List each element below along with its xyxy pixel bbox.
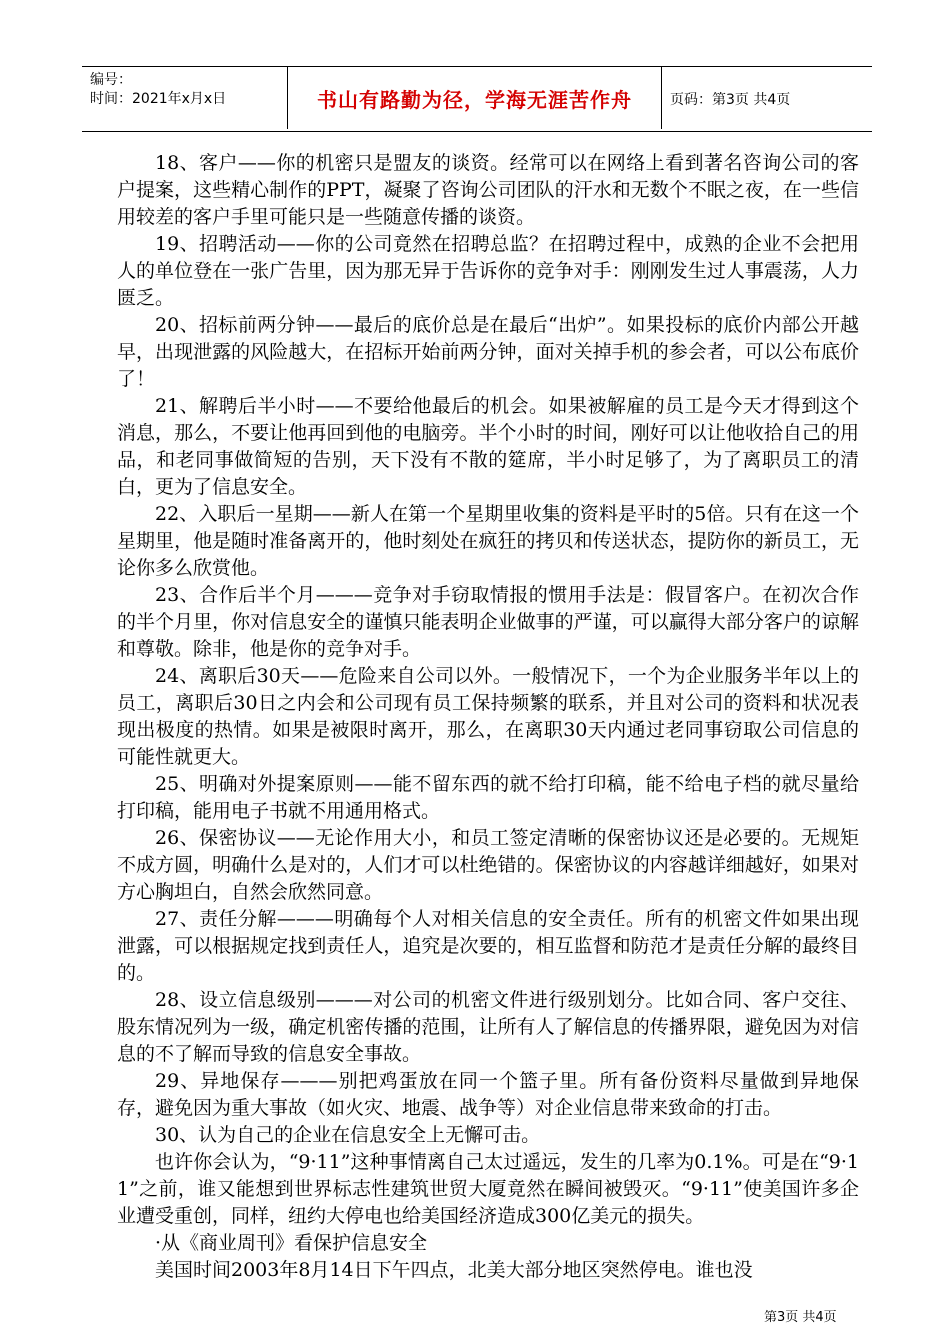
paragraph: 也许你会认为，“9·11”这种事情离自己太过遥远，发生的几率为0.1%。可是在“9·11”之前，谁又能想到世界标志性建筑世贸大厦竟然在瞬间被毁灭。“9·11”使美国许多企业遭受重创，同样，纽约大停电也给美国经济造成300亿美元的损失。 bbox=[117, 1151, 859, 1227]
paragraph: 24、离职后30天——危险来自公司以外。一般情况下，一个为企业服务半年以上的员工，离职后30日之内会和公司现有员工保持频繁的联系，并且对公司的资料和状况表现出极度的热情。如果是被限时离开，那么，在离职30天内通过老同事窃取公司信息的可能性就更大。 bbox=[117, 665, 859, 768]
number-label: 编号： bbox=[90, 72, 132, 88]
page-header bbox=[82, 66, 872, 132]
paragraph: 30、认为自己的企业在信息安全上无懈可击。 bbox=[155, 1124, 541, 1146]
paragraph: 25、明确对外提案原则——能不留东西的就不给打印稿，能不给电子档的就尽量给打印稿，能用电子书就不用通用格式。 bbox=[117, 773, 859, 822]
paragraph: 22、入职后一星期——新人在第一个星期里收集的资料是平时的5倍。只有在这一个星期里，他是随时准备离开的，他时刻处在疯狂的拷贝和传送状态，提防你的新员工，无论你多么欣赏他。 bbox=[117, 503, 859, 579]
header-left bbox=[90, 71, 226, 109]
document-body bbox=[117, 150, 859, 1284]
paragraph: 21、解聘后半小时——不要给他最后的机会。如果被解雇的员工是今天才得到这个消息，那么，不要让他再回到他的电脑旁。半个小时的时间，刚好可以让他收拾自己的用品，和老同事做简短的告别，天下没有不散的筵席，半小时足够了，为了离职员工的清白，更为了信息安全。 bbox=[117, 395, 859, 498]
paragraph: 20、招标前两分钟——最后的底价总是在最后“出炉”。如果投标的底价内部公开越早，出现泄露的风险越大，在招标开始前两分钟，面对关掉手机的参会者，可以公布底价了！ bbox=[117, 314, 859, 390]
page-footer: 第3页 共4页 bbox=[764, 1310, 837, 1325]
paragraph: 18、客户——你的机密只是盟友的谈资。经常可以在网络上看到著名咨询公司的客户提案，这些精心制作的PPT，凝聚了咨询公司团队的汗水和无数个不眠之夜，在一些信用较差的客户手里可能只是一些随意传播的谈资。 bbox=[117, 152, 859, 228]
header-motto-cell bbox=[287, 67, 662, 129]
header-page-label: 页码：第3页 共4页 bbox=[670, 92, 791, 108]
paragraph: 29、异地保存———别把鸡蛋放在同一个篮子里。所有备份资料尽量做到异地保存，避免因为重大事故（如火灾、地震、战争等）对企业信息带来致命的打击。 bbox=[117, 1070, 859, 1119]
date-label: 时间：2021年x月x日 bbox=[90, 91, 227, 107]
paragraph: 19、招聘活动——你的公司竟然在招聘总监？在招聘过程中，成熟的企业不会把用人的单位登在一张广告里，因为那无异于告诉你的竞争对手：刚刚发生过人事震荡，人力匮乏。 bbox=[117, 233, 859, 309]
paragraph: 美国时间2003年8月14日下午四点，北美大部分地区突然停电。谁也没 bbox=[155, 1259, 753, 1281]
paragraph: 28、设立信息级别———对公司的机密文件进行级别划分。比如合同、客户交往、股东情况列为一级，确定机密传播的范围，让所有人了解信息的传播界限，避免因为对信息的不了解而导致的信息安全事故。 bbox=[117, 989, 859, 1065]
paragraph: 27、责任分解———明确每个人对相关信息的安全责任。所有的机密文件如果出现泄露，可以根据规定找到责任人，追究是次要的，相互监督和防范才是责任分解的最终目的。 bbox=[117, 908, 859, 984]
motto: 书山有路勤为径，学海无涯苦作舟 bbox=[317, 87, 632, 112]
paragraph: 26、保密协议——无论作用大小，和员工签定清晰的保密协议还是必要的。无规矩不成方圆，明确什么是对的，人们才可以杜绝错的。保密协议的内容越详细越好，如果对方心胸坦白，自然会欣然同意。 bbox=[117, 827, 859, 903]
section-heading: ·从《商业周刊》看保护信息安全 bbox=[155, 1232, 428, 1254]
paragraph: 23、合作后半个月———竞争对手窃取情报的惯用手法是：假冒客户。在初次合作的半个月里，你对信息安全的谨慎只能表明企业做事的严谨，可以赢得大部分客户的谅解和尊敬。除非，他是你的竞争对手。 bbox=[117, 584, 859, 660]
